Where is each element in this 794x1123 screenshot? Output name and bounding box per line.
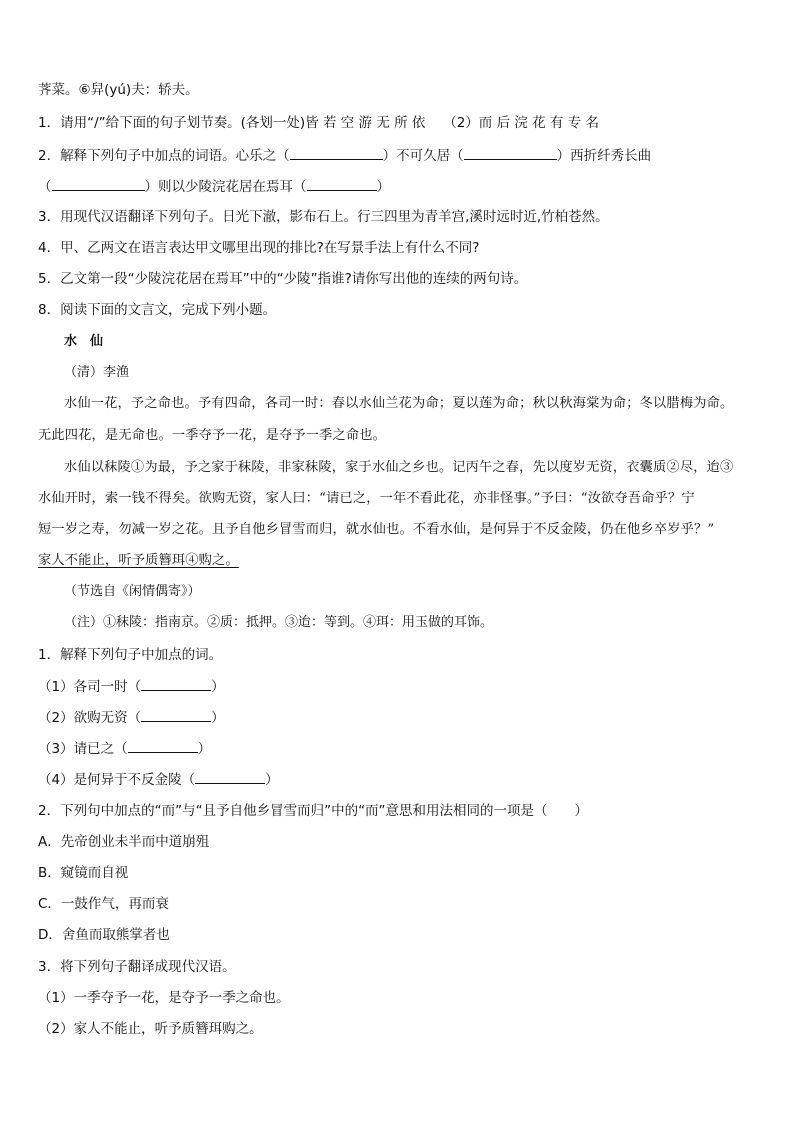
answer-blank[interactable] — [195, 770, 265, 784]
answer-blank[interactable] — [141, 677, 211, 691]
option-b[interactable]: B．窥镜而自视 — [38, 865, 129, 881]
sub-question-3-2: （2）家人不能止，听予质簪珥购之。 — [38, 1021, 263, 1037]
answer-blank[interactable] — [464, 146, 557, 160]
question-text: ）西折纤秀长曲 — [556, 148, 652, 164]
question-4-compare — [38, 239, 768, 257]
question-text: ）则以少陵浣花居在焉耳（ — [144, 179, 307, 195]
sub-question-1: 1．解释下列句子中加点的词。 — [38, 647, 223, 663]
passage-para2-line3: 短一岁之寿，勿减一岁之花。且予自他乡冒雪而归，就水仙也。不看水仙，是何异于不反金陵，仍在他乡卒岁乎？” — [38, 522, 715, 537]
question-2-words — [38, 146, 768, 165]
question-text: 3．用现代汉语翻译下列句子。日光下澈，影布石上。行三四里为青羊宫,溪时远时近,竹柏苍然。 — [38, 209, 609, 225]
option-d[interactable]: D．舍鱼而取熊掌者也 — [38, 927, 170, 943]
sub-question-2: 2．下列句中加点的“而”与“且予自他乡冒雪而归”中的“而”意思和用法相同的一项是（ ） — [38, 803, 589, 819]
answer-blank[interactable] — [141, 708, 211, 722]
question-text: 5．乙文第一段“少陵浣花居在焉耳”中的“少陵”指谁?请你写出他的连续的两句诗。 — [38, 271, 528, 287]
question-1-rhythm — [38, 114, 768, 132]
footnote-line — [38, 81, 768, 99]
question-text: 2．解释下列句子中加点的词语。心乐之（ — [38, 148, 290, 164]
question-text: 8．阅读下面的文言文，完成下列小题。 — [38, 302, 277, 318]
question-text: 4．甲、乙两文在语言表达甲文哪里出现的排比?在写景手法上有什么不同? — [38, 240, 480, 256]
question-text: ）不可久居（ — [382, 148, 464, 164]
question-3-translate — [38, 208, 768, 226]
passage-para2-line4: 家人不能止，听予质簪珥④购之。 — [38, 553, 239, 568]
passage-notes: （注）①秣陵：指南京。②质：抵押。③迨：等到。④珥：用玉做的耳饰。 — [64, 615, 494, 630]
question-text: 1．请用“/”给下面的句子划节奏。(各划一处)皆 若 空 游 无 所 依 （2）而 后 浣 花 有 专 名 — [38, 115, 600, 131]
question-5-poet — [38, 270, 768, 288]
sub-question-1-2: （2）欲购无资（ ） — [38, 710, 225, 726]
question-8-header — [38, 301, 768, 319]
passage-para2-line1: 水仙以秣陵①为最，予之家于秣陵，非家秣陵，家于水仙之乡也。记丙午之春，先以度岁无资，衣囊质②尽，迨③ — [64, 460, 734, 475]
passage-source: （节选自《闲情偶寄》） — [64, 584, 201, 599]
sub-question-1-3: （3）请已之（ ） — [38, 741, 212, 757]
answer-blank[interactable] — [290, 146, 383, 160]
sub-question-1-4: （4）是何异于不反金陵（ ） — [38, 772, 279, 788]
option-a[interactable]: A．先帝创业未半而中道崩殂 — [38, 834, 210, 850]
passage-para2-line2: 水仙开时，索一钱不得矣。欲购无资，家人曰：“请已之，一年不看此花，亦非怪事。”予曰：“汝欲夺吾命乎？宁 — [38, 491, 695, 506]
passage-author: （清）李渔 — [64, 365, 130, 380]
question-text: ） — [376, 179, 390, 195]
question-2-words-cont — [38, 177, 768, 196]
sub-question-3: 3．将下列句子翻译成现代汉语。 — [38, 959, 236, 975]
passage-para1-line2: 无此四花，是无命也。一季夺予一花，是夺予一季之命也。 — [38, 428, 387, 443]
sub-question-1-1: （1）各司一时（ ） — [38, 679, 225, 695]
passage-title: 水 仙 — [64, 334, 104, 349]
answer-blank[interactable] — [128, 739, 198, 753]
answer-blank[interactable] — [307, 177, 377, 191]
option-c[interactable]: C．一鼓作气，再而衰 — [38, 896, 169, 912]
sub-question-3-1: （1）一季夺予一花，是夺予一季之命也。 — [38, 990, 290, 1006]
passage-para1-line1: 水仙一花，予之命也。予有四命，各司一时：春以水仙兰花为命；夏以莲为命；秋以秋海棠为命；冬以腊梅为命。 — [64, 396, 734, 411]
answer-blank[interactable] — [52, 177, 145, 191]
question-text: （ — [38, 179, 52, 195]
footnote-text: 荠菜。⑥舁(yú)夫：轿夫。 — [38, 82, 199, 98]
